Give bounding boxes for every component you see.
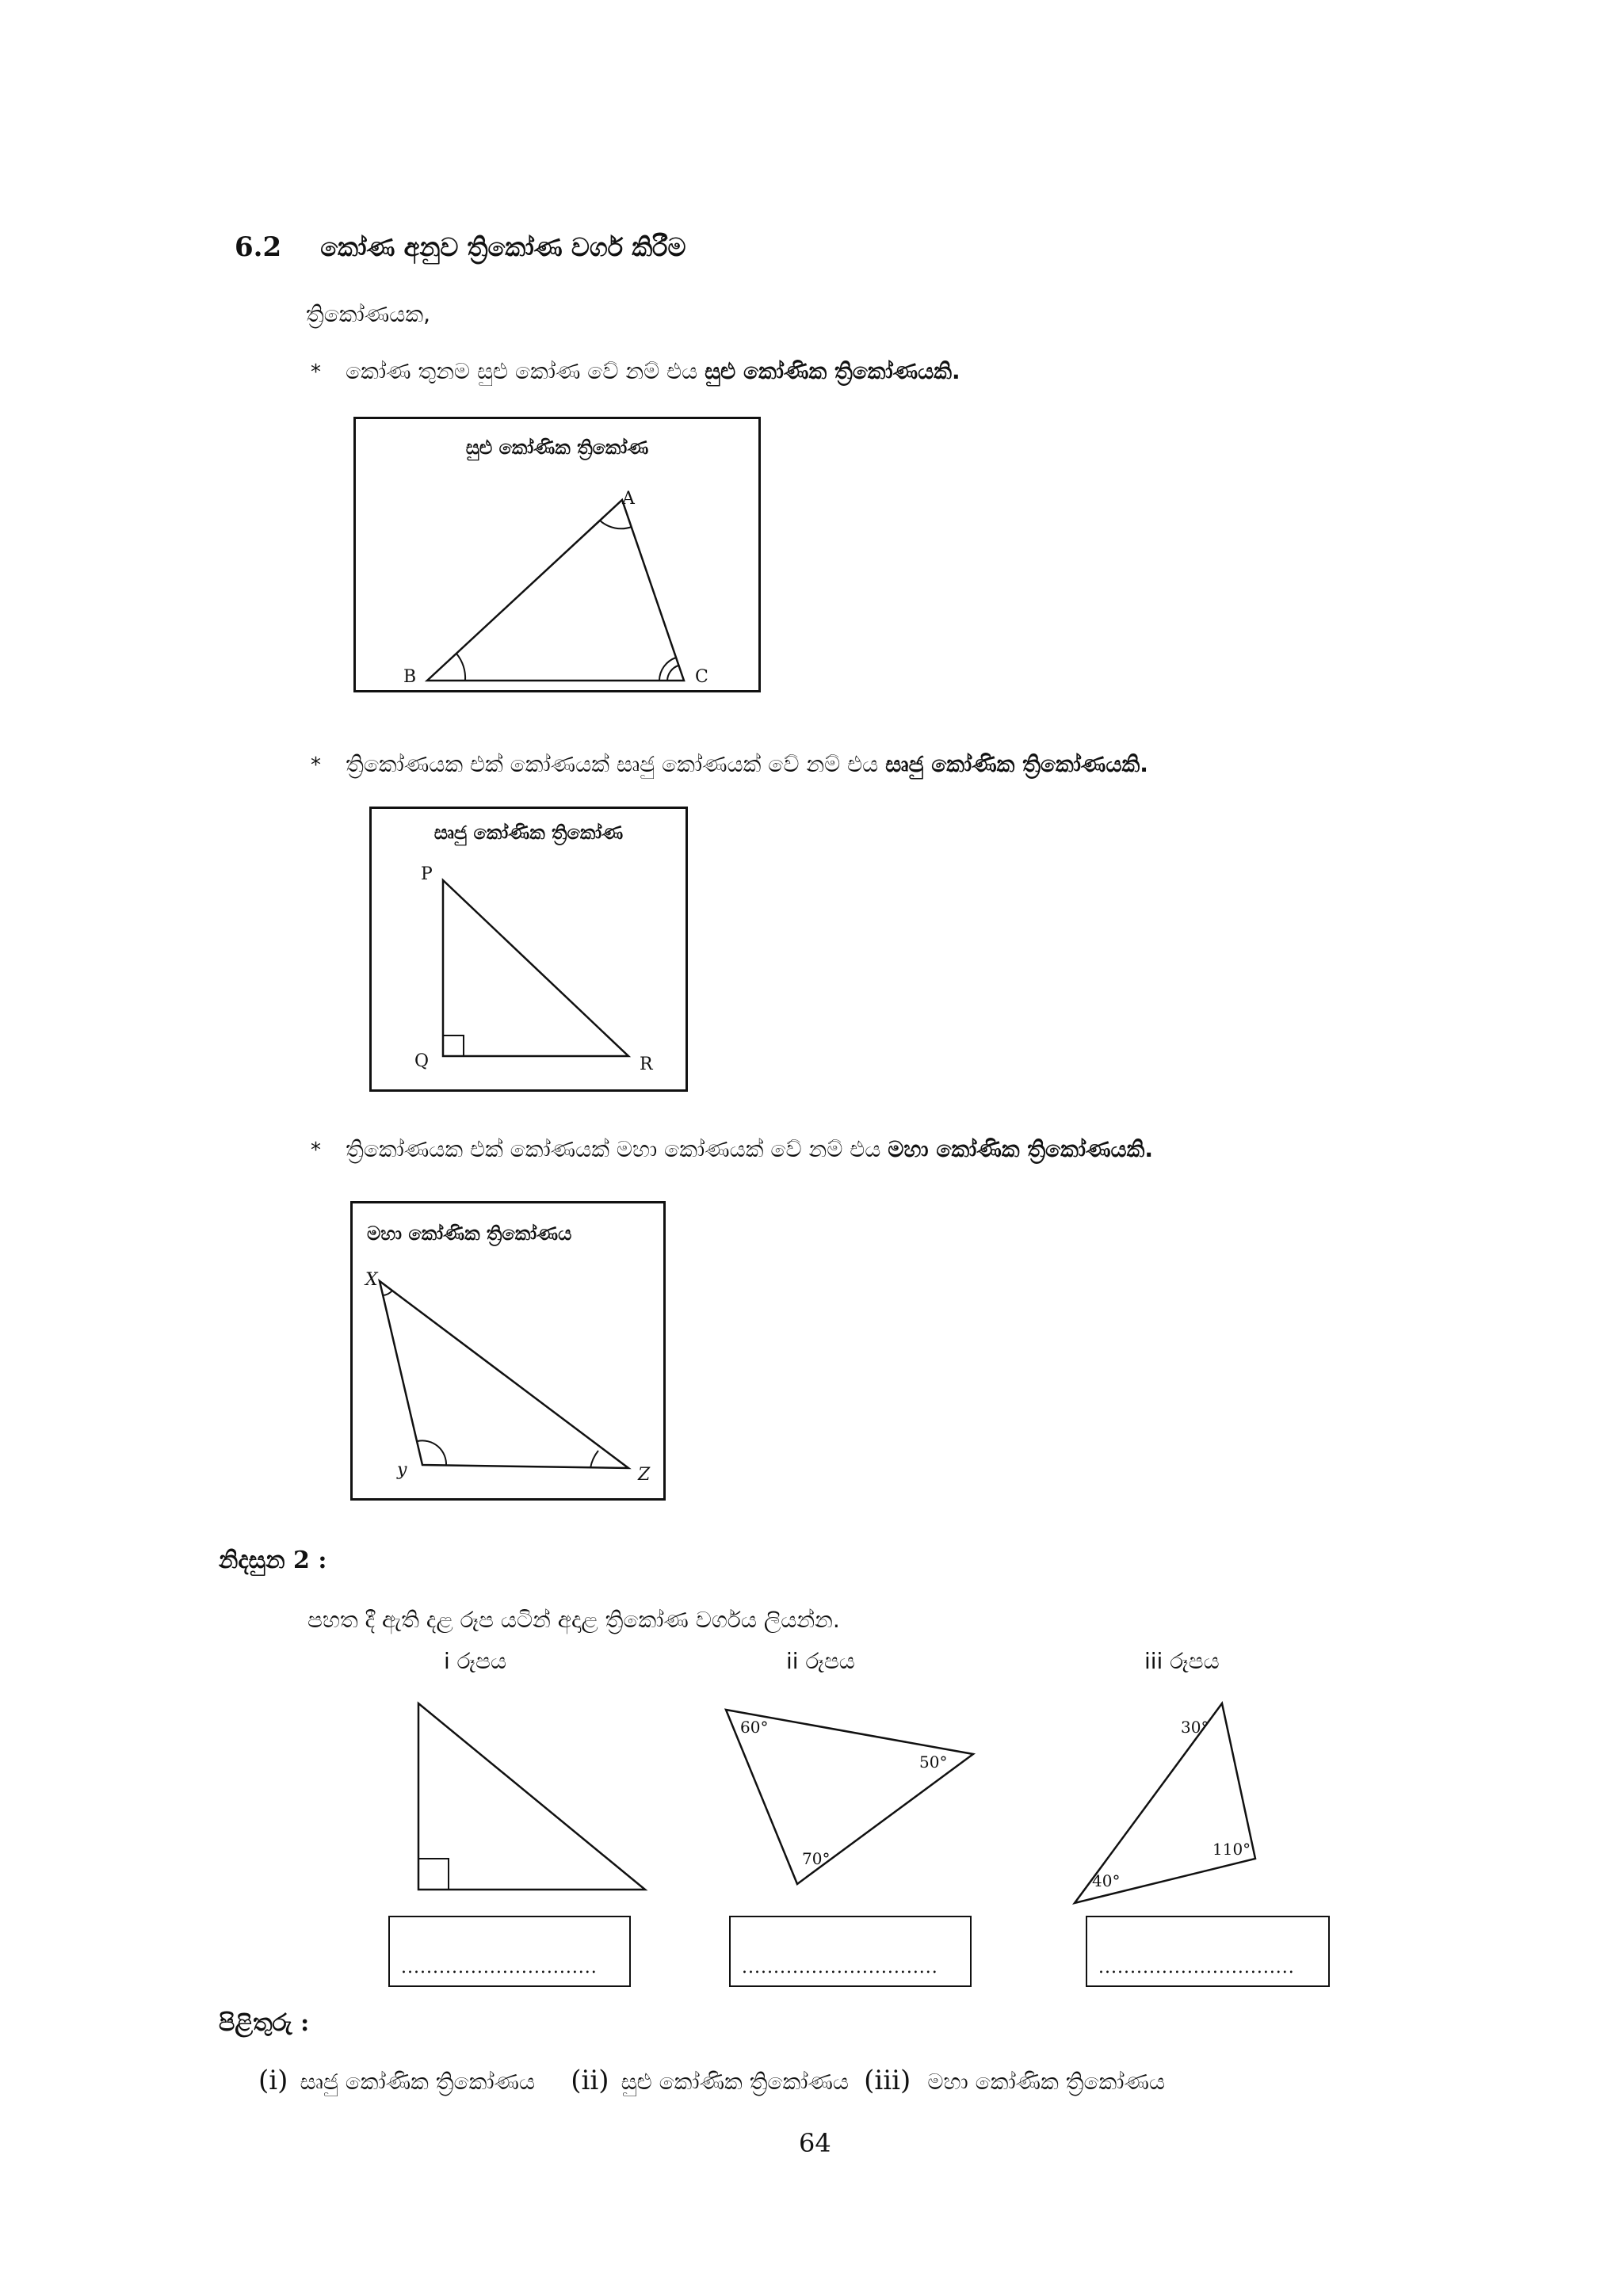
bullet-star: * xyxy=(311,753,321,777)
answer-text: මහා කෝණික ත්‍රිකෝණය xyxy=(927,2069,1166,2095)
angle-label: 40° xyxy=(1092,1871,1121,1890)
answer-blank: ............................... xyxy=(742,1958,938,1978)
answer-text: සෘජු කෝණික ත්‍රිකෝණය xyxy=(300,2069,536,2095)
answer-box-i[interactable] xyxy=(388,1916,631,1987)
bullet-term: සුළු කෝණික ත්‍රිකෝණයකි. xyxy=(705,358,960,384)
vertex-r-label: R xyxy=(640,1055,653,1074)
figure-ii-caption: ii රූපය xyxy=(786,1648,855,1674)
vertex-c-label: C xyxy=(695,667,708,687)
angle-label: 30° xyxy=(1181,1718,1209,1737)
bullet-text: කෝණ තුනම සුළු කෝණ වේ නම් එය xyxy=(346,358,705,384)
angle-label: 50° xyxy=(919,1753,948,1772)
vertex-z-label: Z xyxy=(638,1465,651,1485)
bullet-star: * xyxy=(311,360,321,384)
angle-label: 110° xyxy=(1212,1840,1251,1859)
vertex-y-label: y xyxy=(397,1460,407,1480)
answers-row xyxy=(258,2065,1165,2096)
answer-blank: ............................... xyxy=(1098,1958,1295,1978)
bullet-text: ත්‍රිකෝණයක එක් කෝණයක් සෘජු කෝණයක් වේ නම් එය xyxy=(346,751,886,777)
answer-number: (i) xyxy=(258,2065,288,2096)
bullet-term: මහා කෝණික ත්‍රිකෝණයකි. xyxy=(888,1136,1154,1162)
vertex-x-label: X xyxy=(365,1270,378,1290)
intro-text: ත්‍රිකෝණයක, xyxy=(306,301,430,327)
answer-number: (iii) xyxy=(864,2065,911,2096)
figure-title: මහා කෝණික ත්‍රිකෝණය xyxy=(367,1222,572,1245)
figure-iii-caption: iii රූපය xyxy=(1144,1648,1220,1674)
answer-box-iii[interactable] xyxy=(1086,1916,1330,1987)
vertex-b-label: B xyxy=(403,667,417,687)
answer-blank: ............................... xyxy=(401,1958,598,1978)
answers-label: පිළිතුරු : xyxy=(219,2009,310,2037)
bullet-text: ත්‍රිකෝණයක එක් කෝණයක් මහා කෝණයක් වේ නම් එය xyxy=(346,1136,888,1162)
figure-title: සෘජු කෝණික ත්‍රිකෝණ xyxy=(433,822,624,844)
vertex-a-label: A xyxy=(622,489,635,509)
answer-text: සුළු කෝණික ත්‍රිකෝණය xyxy=(621,2069,850,2095)
angle-label: 70° xyxy=(802,1849,831,1868)
example-right-angle-mark xyxy=(418,1859,449,1890)
answer-number: (ii) xyxy=(571,2065,609,2096)
page-number: 64 xyxy=(799,2128,831,2158)
bullet-term: සෘජු කෝණික ත්‍රිකෝණයකි. xyxy=(885,751,1148,777)
angle-label: 60° xyxy=(740,1718,769,1737)
example-label: නිදසුන 2 : xyxy=(219,1547,327,1574)
section-number: 6.2 xyxy=(235,231,282,263)
figure-i-caption: i රූපය xyxy=(444,1648,507,1674)
figure-title: සුළු කෝණික ත්‍රිකෝණ xyxy=(465,437,649,459)
vertex-p-label: P xyxy=(421,864,433,884)
bullet-star: * xyxy=(311,1138,321,1162)
example-instruction: පහත දී ඇති දළ රූප යටින් අදාළ ත්‍රිකෝණ වර්ගය ලියන්න. xyxy=(307,1607,840,1633)
vertex-q-label: Q xyxy=(414,1051,430,1071)
example-triangle-i xyxy=(418,1703,645,1890)
section-title: කෝණ අනුව ත්‍රිකෝණ වර්ග කිරීම xyxy=(320,232,686,262)
answer-box-ii[interactable] xyxy=(729,1916,972,1987)
